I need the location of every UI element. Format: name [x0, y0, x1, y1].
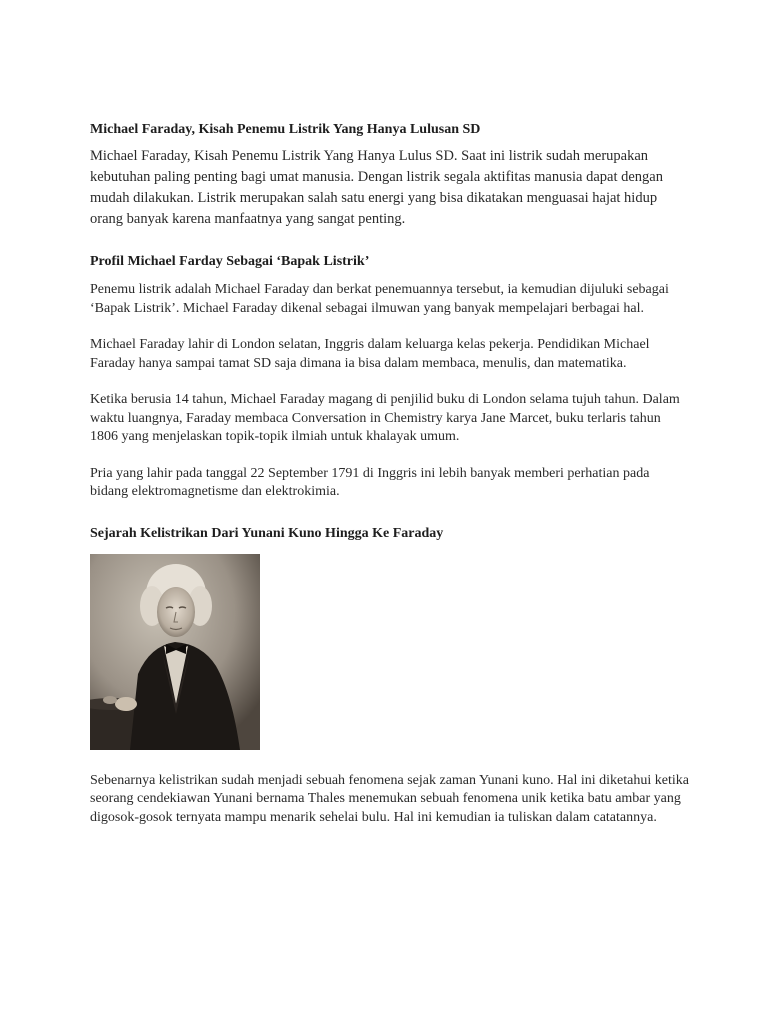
profile-paragraph-2: Michael Faraday lahir di London selatan, Inggris dalam keluarga kelas pekerja. Pendidikan Michael Faraday hanya sampai tamat SD saja dimana ia bisa dalam membaca, menulis, dan matematika.: [90, 337, 650, 371]
article-title: Michael Faraday, Kisah Penemu Listrik Yang Hanya Lulusan SD: [90, 122, 481, 137]
profile-paragraph-4: Pria yang lahir pada tanggal 22 September 1791 di Inggris ini lebih banyak memberi perhatian pada bidang elektromagnetisme dan elektrokimia.: [90, 465, 650, 499]
history-heading: Sejarah Kelistrikan Dari Yunani Kuno Hingga Ke Faraday: [90, 525, 444, 541]
intro-paragraph: Michael Faraday, Kisah Penemu Listrik Yang Hanya Lulus SD. Saat ini listrik sudah merupakan kebutuhan paling penting bagi umat manusia. Dengan listrik segala aktifitas manusia dapat dengan mudah dilakukan. Listrik merupakan salah satu energi yang bisa dikatakan menguasai hajat hidup orang banyak karena manfaatnya yang sangat penting.: [90, 148, 663, 227]
history-paragraph: Sebenarnya kelistrikan sudah menjadi sebuah fenomena sejak zaman Yunani kuno. Hal ini diketahui ketika seorang cendekiawan Yunani bernama Thales menemukan sebuah fenomena unik ketika batu ambar yang digosok-gosok ternyata mampu menarik sehelai bulu. Hal ini kemudian ia tuliskan dalam catatannya.: [90, 772, 689, 825]
document-page: [90, 0, 690, 827]
profile-paragraph-1: Penemu listrik adalah Michael Faraday dan berkat penemuannya tersebut, ia kemudian dijuluki sebagai ‘Bapak Listrik’. Michael Faraday dikenal sebagai ilmuwan yang banyak mempelajari berbagai hal.: [90, 282, 669, 316]
faraday-portrait-image: [90, 554, 260, 750]
profile-paragraph-3: Ketika berusia 14 tahun, Michael Faraday magang di penjilid buku di London selama tujuh tahun. Dalam waktu luangnya, Faraday membaca Conversation in Chemistry karya Jane Marcet, buku terlaris tahun 1806 yang menjelaskan topik-topik ilmiah untuk khalayak umum.: [90, 392, 680, 444]
profile-heading: Profil Michael Farday Sebagai ‘Bapak Listrik’: [90, 254, 370, 269]
